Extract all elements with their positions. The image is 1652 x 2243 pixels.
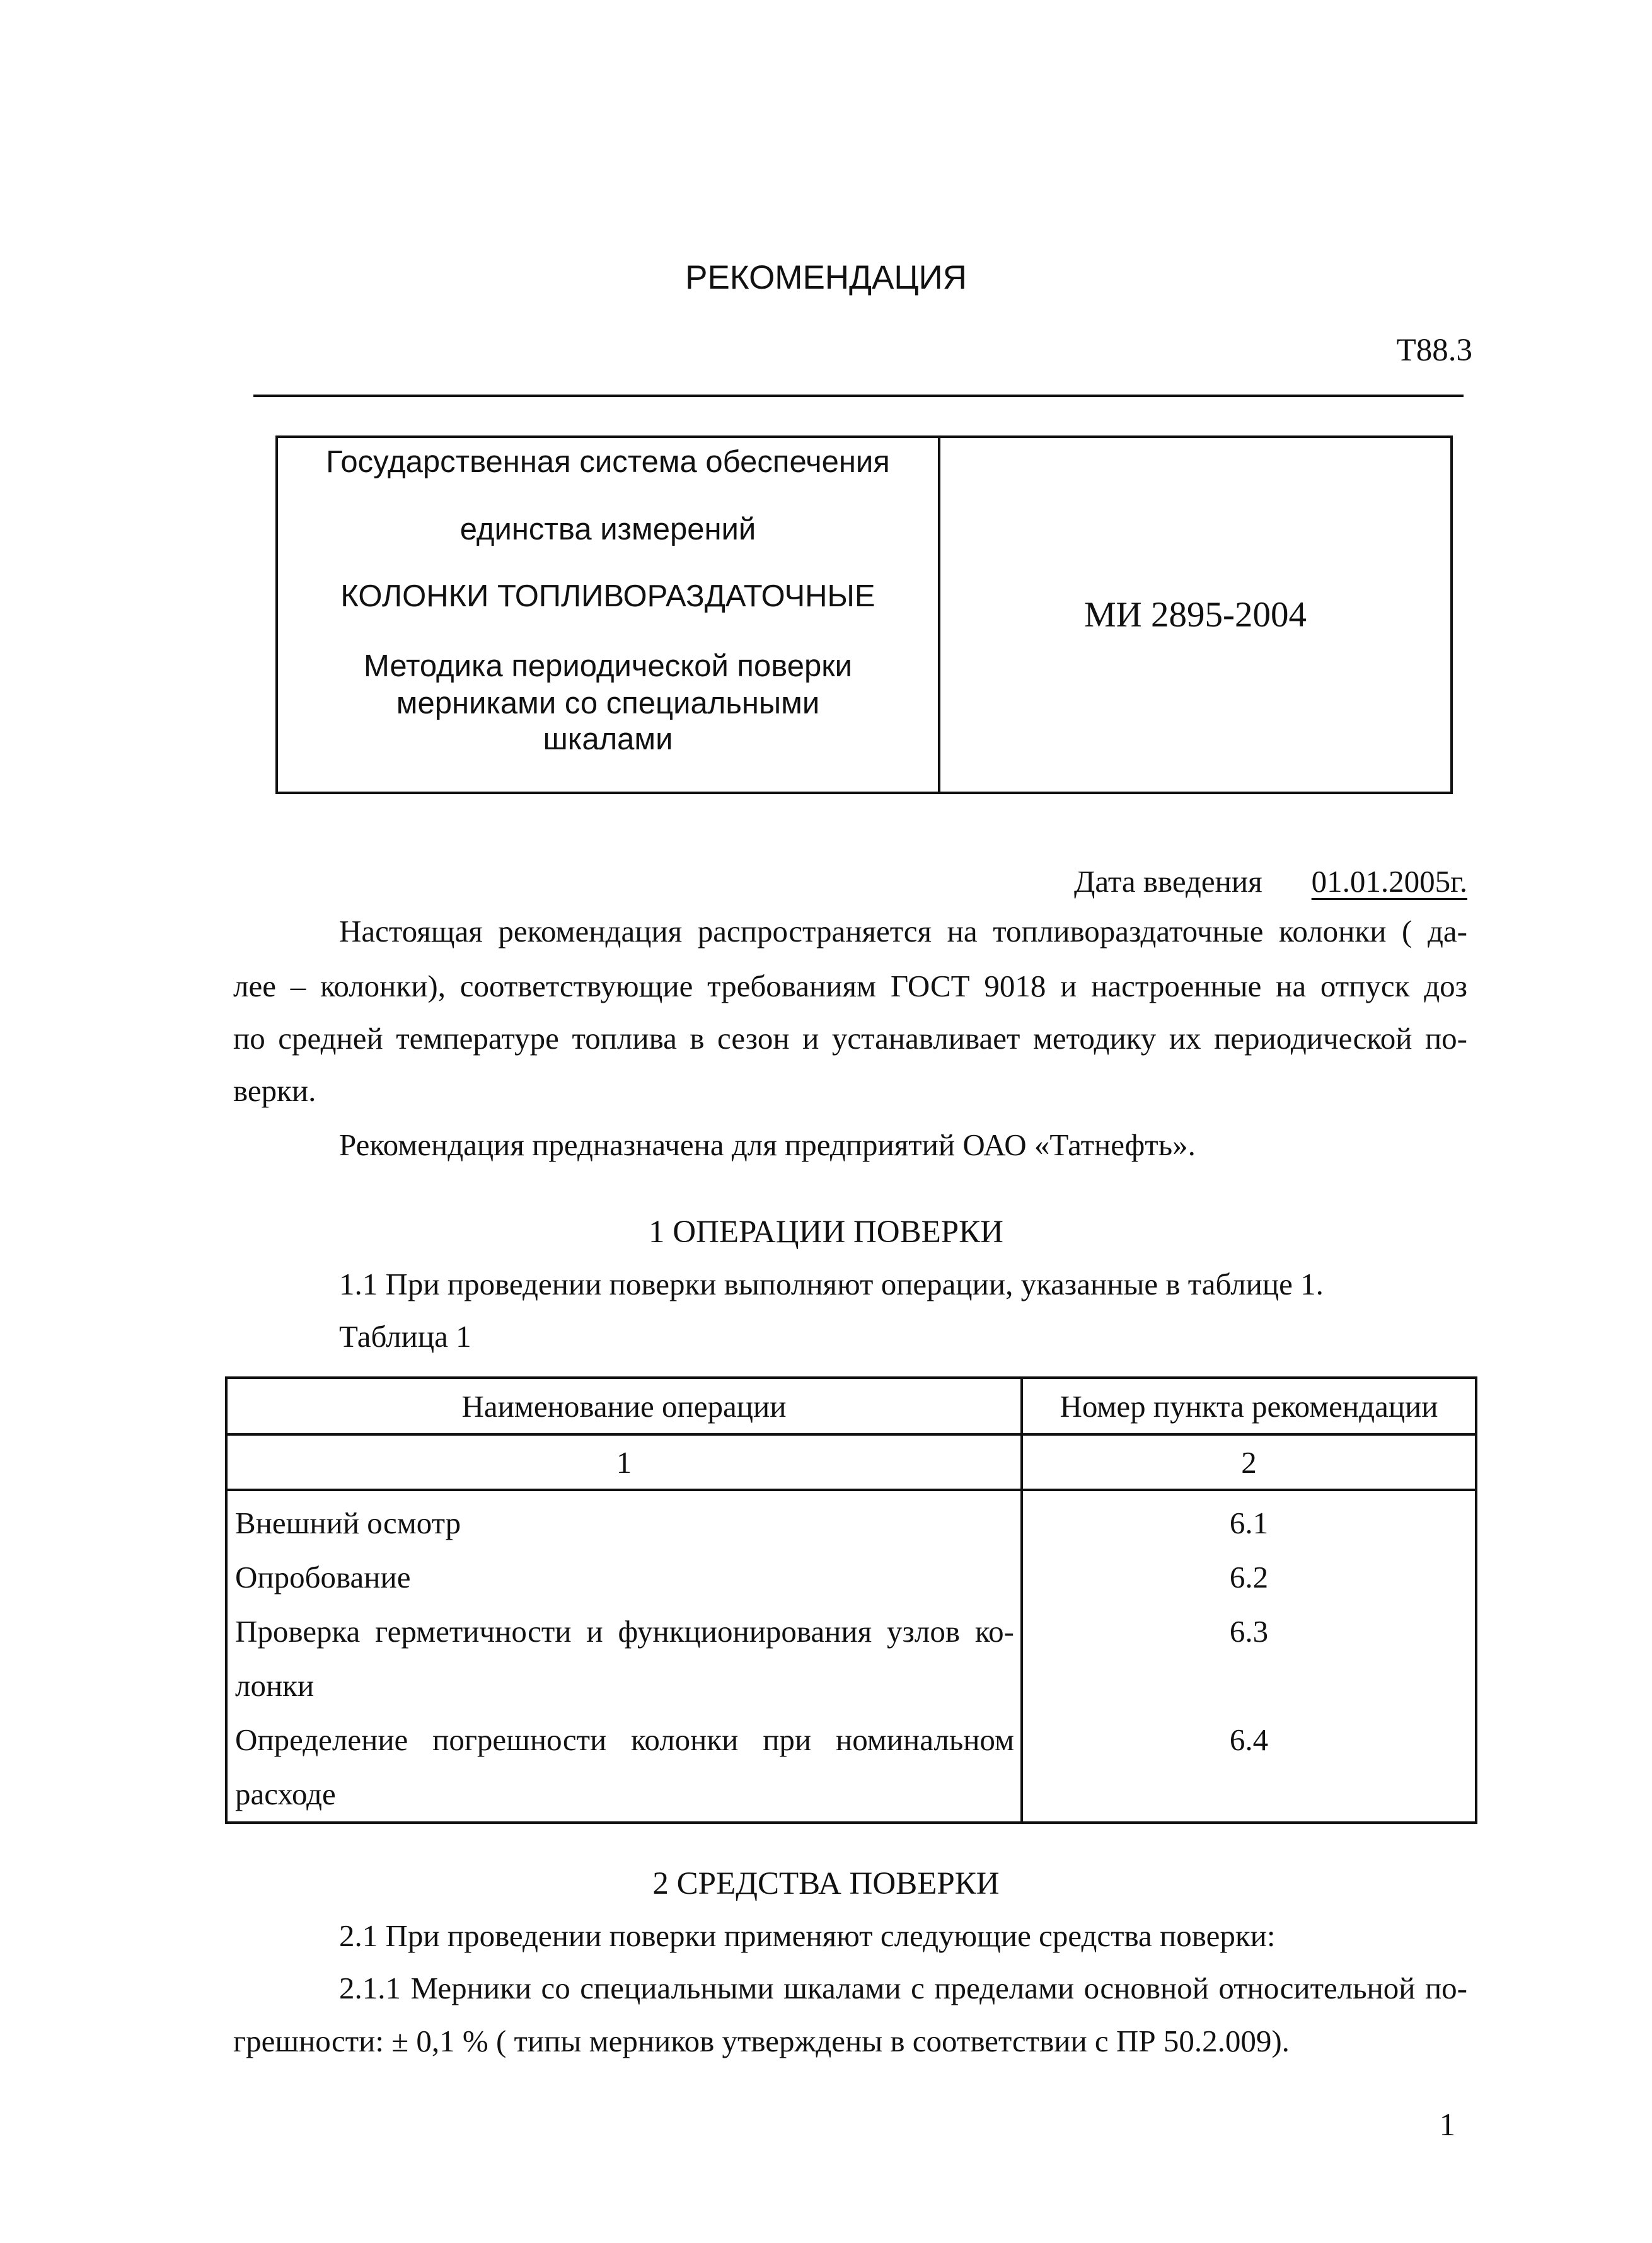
table-row-operation: расходе: [235, 1777, 336, 1811]
table-row-operation: Опробование: [235, 1560, 411, 1594]
title-block-line-unity: единства измерений: [459, 512, 756, 546]
table-column-number: 1: [226, 1434, 1022, 1490]
title-block-line-subject: КОЛОНКИ ТОПЛИВОРАЗДАТОЧНЫЕ: [340, 579, 875, 613]
table-row-operation: Внешний осмотр: [235, 1506, 461, 1540]
intro-paragraph-purpose: Рекомендация предназначена для предприятий ОАО «Татнефть».: [339, 1127, 1196, 1162]
table-row-operation: Определение погрешности колонки при номинальном: [235, 1722, 1014, 1757]
table-row-point: 6.1: [1229, 1506, 1269, 1540]
paragraph-2-1-1-line: грешности: ± 0,1 % ( типы мерников утверждены в соответствии с ПР 50.2.009).: [233, 2024, 1290, 2058]
table-column-number-row: [226, 1434, 1476, 1490]
table-points-cell: [1022, 1490, 1476, 1823]
table-row-spacer: [1023, 1659, 1475, 1713]
header-rule: [253, 395, 1464, 397]
table-header-row: [226, 1378, 1476, 1434]
table-row-operation: Проверка герметичности и функционирования узлов ко-: [235, 1614, 1014, 1649]
introduction-date: [1074, 863, 1467, 899]
table-operations-cell: [226, 1490, 1022, 1823]
table-header-cell: Наименование операции: [226, 1378, 1022, 1434]
section-1-title: 1 ОПЕРАЦИИ ПОВЕРКИ: [648, 1214, 1004, 1250]
section-2-title: 2 СРЕДСТВА ПОВЕРКИ: [652, 1866, 1000, 1901]
intro-paragraph-line: Настоящая рекомендация распространяется на топливораздаточные колонки ( да-: [339, 914, 1467, 949]
document-number: МИ 2895-2004: [1083, 595, 1307, 635]
table-row-point: 6.3: [1229, 1614, 1269, 1649]
paragraph-2-1-1-line: 2.1.1 Мерники со специальными шкалами с пределами основной относительной по-: [339, 1971, 1467, 2005]
intro-paragraph-line: по средней температуре топлива в сезон и устанавливает методику их периодической по-: [233, 1021, 1467, 1056]
title-block-line-system: Государственная система обеспечения: [326, 445, 890, 479]
table-row-operation: лонки: [235, 1668, 315, 1703]
table-body: [226, 1490, 1476, 1823]
table-row-point: 6.4: [1229, 1722, 1269, 1757]
document-title: РЕКОМЕНДАЦИЯ: [685, 259, 967, 296]
paragraph-1-1: 1.1 При проведении поверки выполняют операции, указанные в таблице 1.: [339, 1267, 1324, 1301]
title-block-line-measures: мерниками со специальными: [396, 686, 820, 720]
document-code: Т88.3: [1396, 333, 1472, 368]
table-1-caption: Таблица 1: [339, 1319, 471, 1354]
table-row-point: 6.2: [1229, 1560, 1269, 1594]
table-column-number: 2: [1022, 1434, 1476, 1490]
title-block-line-scales: шкалами: [543, 722, 673, 756]
title-block-line-method: Методика периодической поверки: [363, 649, 853, 683]
intro-paragraph-line: лее – колонки), соответствующие требованиям ГОСТ 9018 и настроенные на отпуск доз: [233, 969, 1467, 1003]
paragraph-2-1: 2.1 При проведении поверки применяют следующие средства поверки:: [339, 1918, 1276, 1953]
introduction-date-value: 01.01.2005г.: [1311, 864, 1467, 899]
operations-table: [225, 1376, 1477, 1824]
page-number: 1: [1439, 2107, 1455, 2143]
table-header-cell: Номер пункта рекомендации: [1022, 1378, 1476, 1434]
intro-paragraph-line: верки.: [233, 1073, 316, 1108]
introduction-date-label: Дата введения: [1074, 864, 1262, 899]
